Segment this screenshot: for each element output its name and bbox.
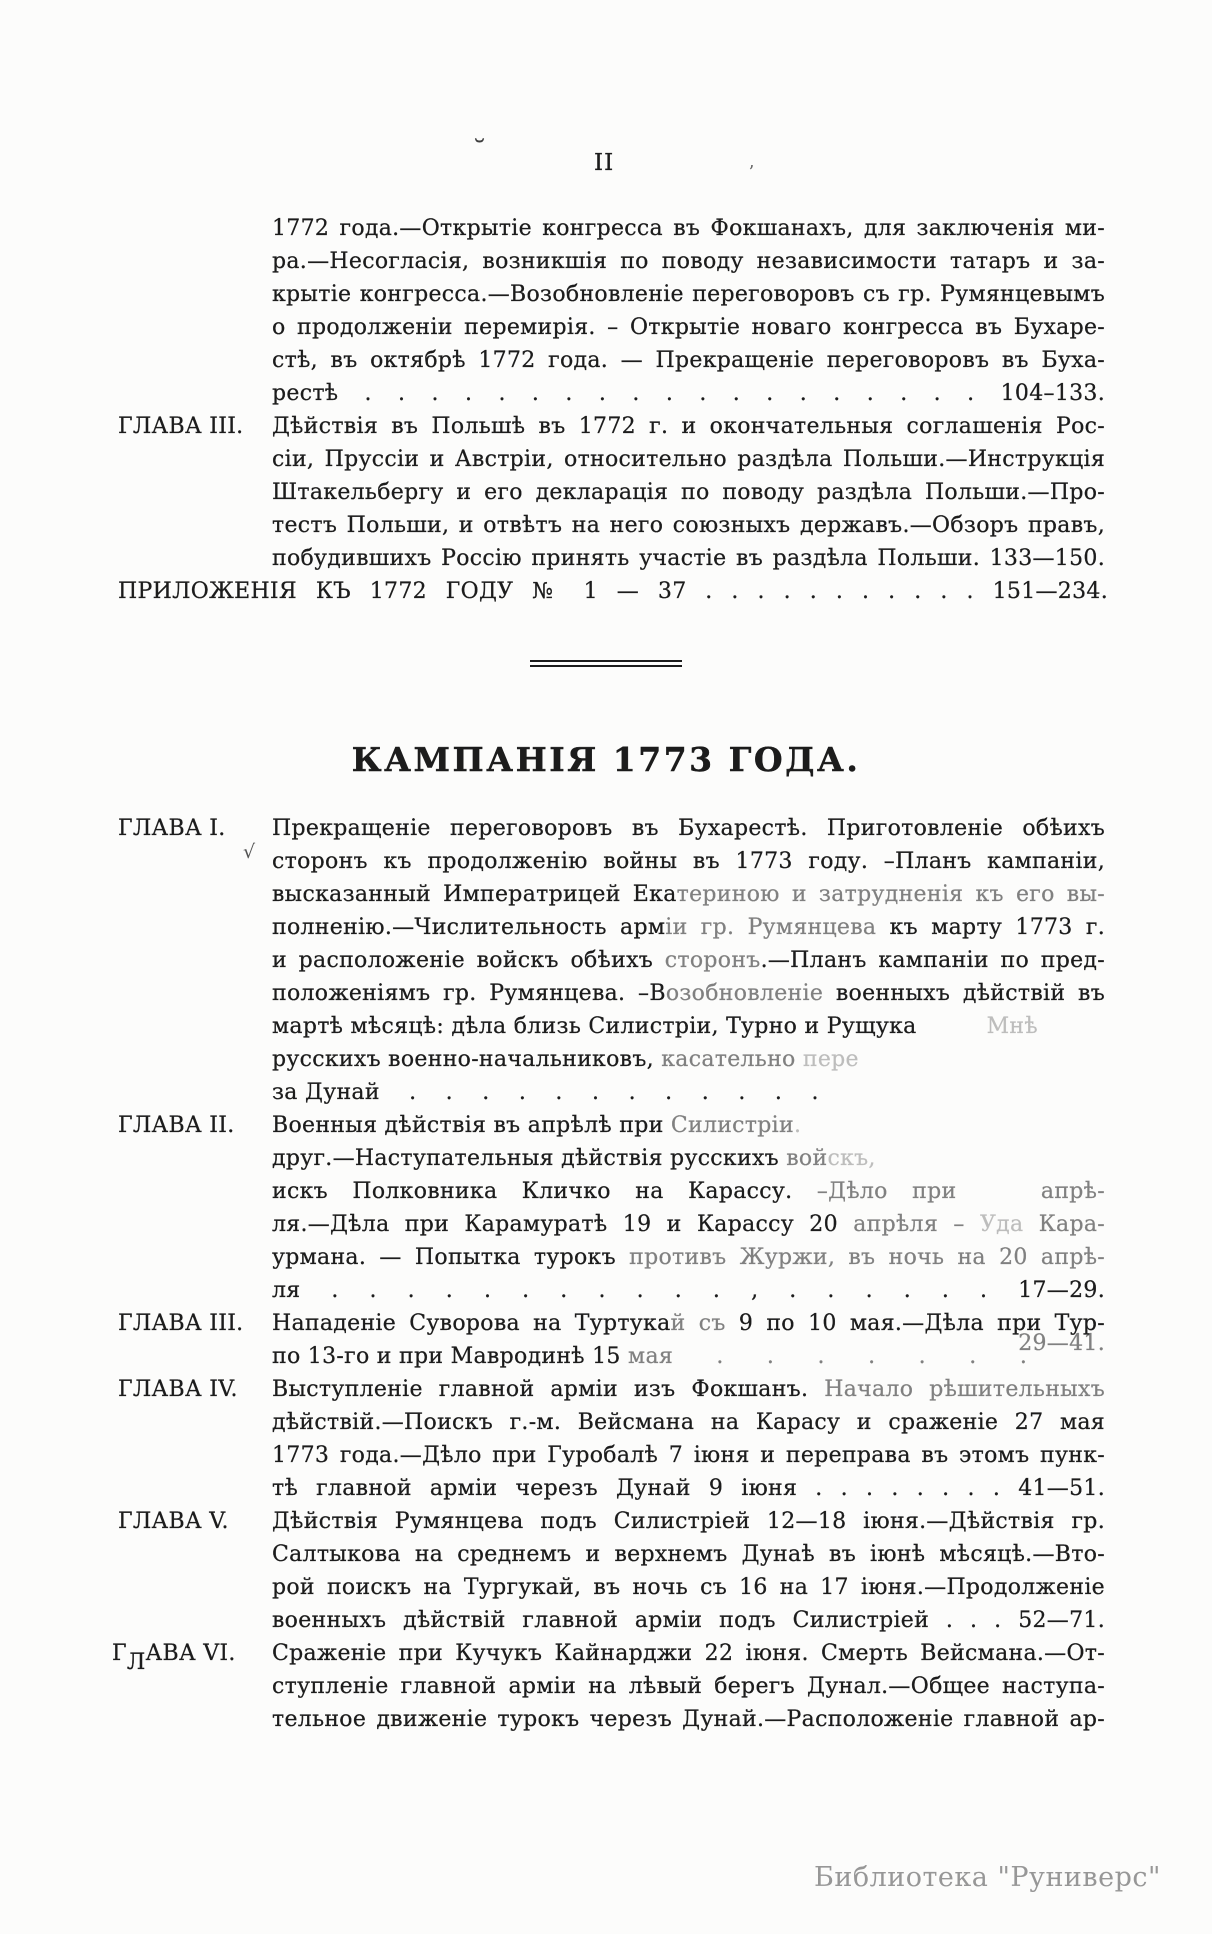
text-segment: сторонъ: [664, 948, 761, 973]
toc-line: [272, 377, 1105, 410]
toc-line: [272, 1406, 1105, 1439]
text-segment: по 13-го и при Мавродинѣ 15: [272, 1344, 629, 1369]
toc-line: [272, 410, 1105, 443]
toc-line: [272, 1241, 1105, 1274]
page-number: II: [594, 150, 615, 176]
text-segment: ПРИЛОЖЕНІЯ КЪ 1772 ГОДУ № 1 — 37 . . . . . . . . . . . 151—234.: [118, 579, 1108, 604]
chapter-label: [112, 1637, 287, 1675]
toc-line: [272, 1076, 1105, 1109]
text-segment: военныхъ дѣйствій главной арміи подъ Силистріей . . . 52—71.: [272, 1608, 1105, 1633]
text-segment: 9 по 10 мая.—Дѣла при Тур-: [725, 1311, 1105, 1336]
toc-line: [272, 1637, 1105, 1670]
text-segment: вой: [786, 1146, 828, 1171]
text-segment: Силистріи: [670, 1113, 794, 1138]
stray-ink-mark: ˘: [472, 135, 487, 170]
text-segment: Сраженіе при Кучукъ Кайнарджи 22 іюня. Смерть Вейсмана.—От-: [272, 1641, 1105, 1666]
toc-line: [272, 812, 1105, 845]
text-segment: ГЛАВА II.: [118, 1113, 235, 1138]
text-segment: Мнѣ: [986, 1014, 1038, 1039]
text-segment: АВА VI.: [145, 1641, 236, 1666]
toc-line: [272, 944, 1105, 977]
text-segment: тѣ главной арміи черезъ Дунай 9 іюня . . . . . . . . 41—51.: [272, 1476, 1105, 1501]
text-segment: териною и затрудненія къ его вы-: [676, 882, 1105, 907]
toc-line: [272, 476, 1105, 509]
stray-ink-mark: √: [243, 841, 256, 863]
toc-line: [272, 1571, 1105, 1604]
text-segment: .: [793, 1113, 802, 1138]
text-segment: іи гр. Румянцева: [665, 915, 877, 940]
text-segment: военныхъ дѣйствій въ: [823, 981, 1106, 1006]
toc-line: [272, 1109, 1105, 1142]
text-segment: полненію.—Числительность арм: [272, 915, 666, 940]
text-segment: пере: [802, 1047, 859, 1072]
text-segment: касательно: [653, 1047, 803, 1072]
text-segment: тестъ Польши, и отвѣтъ на него союзныхъ державъ.—Обзоръ правъ,: [272, 513, 1105, 538]
toc-line: [272, 1373, 1105, 1406]
toc-line: [272, 443, 1105, 476]
text-segment: Кара-: [1038, 1212, 1105, 1237]
text-segment: апрѣля –: [853, 1212, 980, 1237]
text-segment: друг.—Наступательныя дѣйствія русскихъ: [272, 1146, 787, 1171]
text-segment: высказанный Императрицей Ека: [272, 882, 677, 907]
text-segment: стѣ, въ октябрѣ 1772 года. — Прекращеніе переговоровъ въ Буха-: [272, 348, 1105, 373]
text-segment: Штакельбергу и его декларація по поводу раздѣла Польши.—Про-: [272, 480, 1105, 505]
text-segment: ступленіе главной арміи на лѣвый берегъ Дунал.—Общее наступа-: [272, 1674, 1105, 1699]
toc-line: [272, 245, 1105, 278]
text-segment: и расположеніе войскъ обѣихъ: [272, 948, 665, 973]
toc-line: [272, 278, 1105, 311]
text-segment: –Дѣло при: [816, 1179, 981, 1204]
toc-line: [272, 1505, 1105, 1538]
stray-ink-mark: ʼ: [748, 162, 754, 183]
text-segment: ГЛАВА V.: [118, 1509, 229, 1534]
text-segment: сіи, Пруссіи и Австріи, относительно раздѣла Польши.—Инструкція: [272, 447, 1105, 472]
text-segment: озобновленіе: [665, 981, 824, 1006]
text-segment: 1773 года.—Дѣло при Гуробалѣ 7 іюня и переправа въ этомъ пунк-: [272, 1443, 1105, 1468]
toc-line: [272, 845, 1105, 878]
text-segment: Салтыкова на среднемъ и верхнемъ Дунаѣ въ іюнѣ мѣсяцѣ.—Вто-: [272, 1542, 1105, 1567]
text-segment: Выступленіе главной арміи изъ Фокшанъ.: [272, 1377, 825, 1402]
text-segment: Уда: [979, 1212, 1039, 1237]
appendix-entry: [118, 575, 1108, 608]
toc-line: [272, 1307, 1105, 1340]
toc-line: [272, 977, 1105, 1010]
text-segment: й съ: [670, 1311, 726, 1336]
text-segment: Начало рѣшительныхъ: [824, 1377, 1105, 1402]
chapter-label: [118, 1307, 283, 1340]
section-heading: КАМПАНІЯ 1773 ГОДА.: [351, 740, 861, 779]
text-segment: рой поискъ на Тургукай, въ ночь съ 16 на 17 іюня.—Продолженіе: [272, 1575, 1105, 1600]
text-segment: Дѣйствія Румянцева подъ Силистріей 12—18 іюня.—Дѣйствія гр.: [272, 1509, 1105, 1534]
toc-line: [272, 542, 1105, 575]
text-segment: тельное движеніе турокъ черезъ Дунай.—Расположеніе главной ар-: [272, 1707, 1105, 1732]
toc-line: [272, 1274, 1105, 1307]
toc-line: [272, 1010, 1105, 1043]
text-segment: 1772 года.—Открытіе конгресса въ Фокшанахъ, для заключенія ми-: [272, 216, 1105, 241]
text-segment: Дѣйствія въ Польшѣ въ 1772 г. и окончательныя соглашенія Рос-: [272, 414, 1105, 439]
text-segment: . . . . . . .: [673, 1344, 1028, 1369]
chapter-label: [118, 1505, 278, 1538]
text-segment: рестѣ . . . . . . . . . . . . . . . . . . . 104–133.: [272, 381, 1105, 406]
toc-line: [272, 1175, 1105, 1208]
text-segment: русскихъ военно-начальниковъ,: [272, 1047, 654, 1072]
text-segment: крытіе конгресса.—Возобновленіе переговоровъ съ гр. Румянцевымъ: [272, 282, 1105, 307]
text-segment: ГЛАВА III.: [118, 414, 244, 439]
text-segment: ля.—Дѣла при Карамуратѣ 19 и Карассу 20: [272, 1212, 854, 1237]
text-segment: Л: [126, 1650, 146, 1675]
text-segment: скъ,: [827, 1146, 876, 1171]
toc-line: [272, 1142, 1105, 1175]
text-segment: ГЛАВА III.: [118, 1311, 244, 1336]
toc-line: [272, 911, 1105, 944]
library-watermark: Библиотека "Руниверс": [814, 1862, 1161, 1893]
text-segment: Военныя дѣйствія въ апрѣлѣ при: [272, 1113, 671, 1138]
chapter-label: [118, 1109, 278, 1142]
text-segment: сторонъ къ продолженію войны въ 1773 году. –Планъ кампаніи,: [272, 849, 1105, 874]
text-segment: искъ Полковника Кличко на Карассу.: [272, 1179, 817, 1204]
text-segment: ля . . . . . . . . . . . , . . . . . . 17—29.: [272, 1278, 1105, 1303]
text-segment: Прекращеніе переговоровъ въ Бухарестѣ. Приготовленіе обѣихъ: [272, 816, 1105, 841]
toc-line: [272, 1670, 1105, 1703]
text-segment: положеніямъ гр. Румянцева. –В: [272, 981, 666, 1006]
toc-line: [272, 1472, 1105, 1505]
text-segment: ра.—Несогласія, возникшія по поводу независимости татаръ и за-: [272, 249, 1105, 274]
toc-line: [272, 878, 1105, 911]
text-segment: противъ Журжи, въ ночь на 20 апрѣ-: [629, 1245, 1105, 1270]
toc-line: [272, 1043, 1105, 1076]
text-segment: дѣйствій.—Поискъ г.-м. Вейсмана на Карасу и сраженіе 27 мая: [272, 1410, 1105, 1435]
toc-line: [272, 1439, 1105, 1472]
toc-line: [272, 311, 1105, 344]
chapter-label: [118, 1373, 283, 1406]
toc-line: [272, 212, 1105, 245]
text-segment: ГЛАВА IV.: [118, 1377, 238, 1402]
text-segment: апрѣ-: [1040, 1179, 1105, 1204]
text-segment: урмана. — Попытка турокъ: [272, 1245, 630, 1270]
text-segment: побудившихъ Россію принять участіе въ раздѣла Польши. 133—150.: [272, 546, 1105, 571]
text-segment: .—Планъ кампаніи по пред-: [760, 948, 1105, 973]
text-segment: мартѣ мѣсяцѣ: дѣла близь Силистріи, Турно и Рущука: [272, 1014, 917, 1039]
text-segment: за Дунай: [272, 1080, 380, 1105]
toc-line: [272, 1538, 1105, 1571]
toc-line: [272, 1208, 1105, 1241]
text-segment: 29—41.: [1018, 1331, 1105, 1356]
toc-line: [272, 1703, 1105, 1736]
chapter-label: [118, 410, 278, 443]
text-segment: ГЛАВА I.: [118, 816, 226, 841]
toc-line: [272, 509, 1105, 542]
toc-line: [272, 344, 1105, 377]
text-segment: о продолженіи перемирія. – Открытіе новаго конгресса въ Бухаре-: [272, 315, 1105, 340]
text-segment: къ марту 1773 г.: [876, 915, 1105, 940]
text-segment: . . . . . . . . . . . .: [379, 1080, 819, 1105]
toc-line: [272, 1604, 1105, 1637]
text-segment: мая: [628, 1344, 674, 1369]
toc-line: [272, 1331, 1105, 1373]
section-divider: [530, 660, 682, 667]
text-segment: Нападеніе Суворова на Туртука: [272, 1311, 671, 1336]
text-segment: Г: [112, 1641, 127, 1666]
